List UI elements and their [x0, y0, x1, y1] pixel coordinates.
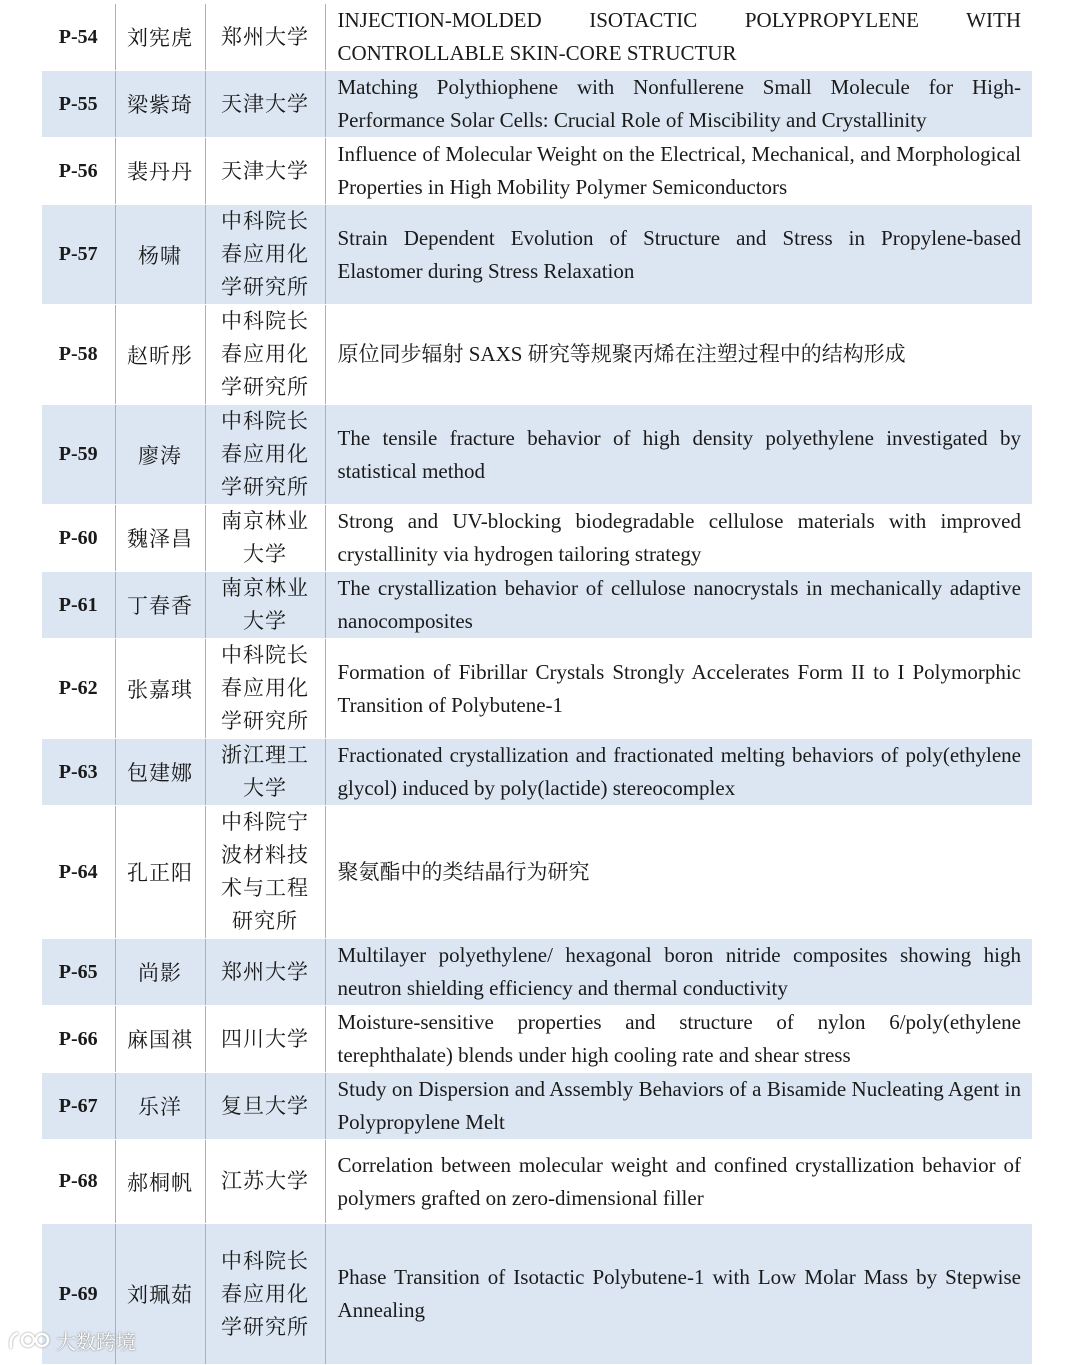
- table-row: [42, 1140, 1032, 1224]
- presenter-name: 赵昕彤: [115, 305, 205, 405]
- institution: 中科院长春应用化学研究所: [205, 639, 325, 739]
- institution: 郑州大学: [205, 4, 325, 71]
- institution: 南京林业大学: [205, 572, 325, 639]
- presenter-name: 尚影: [115, 939, 205, 1006]
- poster-schedule-table: [42, 4, 1032, 1365]
- poster-code: P-68: [42, 1140, 115, 1224]
- presenter-name: 丁春香: [115, 572, 205, 639]
- logo-icon: [8, 1328, 52, 1354]
- poster-title: Strain Dependent Evolution of Structure and Stress in Propylene-based Elastomer during Stress Relaxation: [325, 205, 1032, 305]
- table-row: [42, 505, 1032, 572]
- institution: 天津大学: [205, 71, 325, 138]
- institution: 南京林业大学: [205, 505, 325, 572]
- institution: 郑州大学: [205, 939, 325, 1006]
- poster-title: Fractionated crystallization and fractionated melting behaviors of poly(ethylene glycol) induced by poly(lactide) stereocomplex: [325, 739, 1032, 806]
- poster-title: The crystallization behavior of cellulose nanocrystals in mechanically adaptive nanocomposites: [325, 572, 1032, 639]
- poster-title: Phase Transition of Isotactic Polybutene-1 with Low Molar Mass by Stepwise Annealing: [325, 1224, 1032, 1365]
- presenter-name: 梁紫琦: [115, 71, 205, 138]
- presenter-name: 孔正阳: [115, 806, 205, 939]
- table-row: [42, 639, 1032, 739]
- presenter-name: 张嘉琪: [115, 639, 205, 739]
- presenter-name: 郝桐帆: [115, 1140, 205, 1224]
- poster-code: P-64: [42, 806, 115, 939]
- institution: 天津大学: [205, 138, 325, 205]
- presenter-name: 杨啸: [115, 205, 205, 305]
- watermark: [8, 1326, 136, 1355]
- table-row: [42, 939, 1032, 1006]
- presenter-name: 刘宪虎: [115, 4, 205, 71]
- institution: 中科院长春应用化学研究所: [205, 305, 325, 405]
- poster-title: Correlation between molecular weight and confined crystallization behavior of polymers grafted on zero-dimensional filler: [325, 1140, 1032, 1224]
- table-row: [42, 205, 1032, 305]
- presenter-name: 麻国祺: [115, 1006, 205, 1073]
- institution: 中科院长春应用化学研究所: [205, 405, 325, 505]
- institution: 四川大学: [205, 1006, 325, 1073]
- institution: 中科院宁波材料技术与工程研究所: [205, 806, 325, 939]
- table-row: [42, 739, 1032, 806]
- poster-title: 原位同步辐射 SAXS 研究等规聚丙烯在注塑过程中的结构形成: [325, 305, 1032, 405]
- table-row: [42, 4, 1032, 71]
- poster-code: P-54: [42, 4, 115, 71]
- poster-code: P-61: [42, 572, 115, 639]
- poster-code: P-55: [42, 71, 115, 138]
- table-body: [42, 4, 1032, 1365]
- table-row: [42, 138, 1032, 205]
- institution: 江苏大学: [205, 1140, 325, 1224]
- presenter-name: 裴丹丹: [115, 138, 205, 205]
- poster-title: The tensile fracture behavior of high density polyethylene investigated by statistical method: [325, 405, 1032, 505]
- institution: 中科院长春应用化学研究所: [205, 1224, 325, 1365]
- poster-code: P-63: [42, 739, 115, 806]
- table-row: [42, 405, 1032, 505]
- poster-code: P-57: [42, 205, 115, 305]
- poster-code: P-65: [42, 939, 115, 1006]
- poster-code: P-66: [42, 1006, 115, 1073]
- poster-title: Multilayer polyethylene/ hexagonal boron nitride composites showing high neutron shielding efficiency and thermal conductivity: [325, 939, 1032, 1006]
- table-row: [42, 1006, 1032, 1073]
- table-row: [42, 305, 1032, 405]
- presenter-name: 乐洋: [115, 1073, 205, 1140]
- institution: 复旦大学: [205, 1073, 325, 1140]
- poster-title: INJECTION-MOLDED ISOTACTIC POLYPROPYLENE WITH CONTROLLABLE SKIN-CORE STRUCTUR: [325, 4, 1032, 71]
- table-row: [42, 806, 1032, 939]
- poster-code: P-56: [42, 138, 115, 205]
- table-row: [42, 572, 1032, 639]
- poster-title: Formation of Fibrillar Crystals Strongly Accelerates Form II to I Polymorphic Transition of Polybutene-1: [325, 639, 1032, 739]
- institution: 中科院长春应用化学研究所: [205, 205, 325, 305]
- poster-title: Study on Dispersion and Assembly Behaviors of a Bisamide Nucleating Agent in Polypropylene Melt: [325, 1073, 1032, 1140]
- institution: 浙江理工大学: [205, 739, 325, 806]
- poster-title: Matching Polythiophene with Nonfullerene Small Molecule for High-Performance Solar Cells: Crucial Role of Miscibility and Crystallinity: [325, 71, 1032, 138]
- poster-code: P-69: [42, 1224, 115, 1365]
- poster-code: P-58: [42, 305, 115, 405]
- poster-code: P-67: [42, 1073, 115, 1140]
- presenter-name: 包建娜: [115, 739, 205, 806]
- poster-title: 聚氨酯中的类结晶行为研究: [325, 806, 1032, 939]
- table-row: [42, 1224, 1032, 1365]
- poster-title: Strong and UV-blocking biodegradable cellulose materials with improved crystallinity via hydrogen tailoring strategy: [325, 505, 1032, 572]
- poster-code: P-62: [42, 639, 115, 739]
- presenter-name: 魏泽昌: [115, 505, 205, 572]
- presenter-name: 廖涛: [115, 405, 205, 505]
- table-row: [42, 71, 1032, 138]
- poster-code: P-60: [42, 505, 115, 572]
- poster-title: Influence of Molecular Weight on the Electrical, Mechanical, and Morphological Properties in High Mobility Polymer Semiconductors: [325, 138, 1032, 205]
- poster-code: P-59: [42, 405, 115, 505]
- poster-title: Moisture-sensitive properties and structure of nylon 6/poly(ethylene terephthalate) blends under high cooling rate and shear stress: [325, 1006, 1032, 1073]
- table-row: [42, 1073, 1032, 1140]
- watermark-text: 大数跨境: [56, 1330, 136, 1354]
- presenter-name: 刘珮茹: [115, 1224, 205, 1365]
